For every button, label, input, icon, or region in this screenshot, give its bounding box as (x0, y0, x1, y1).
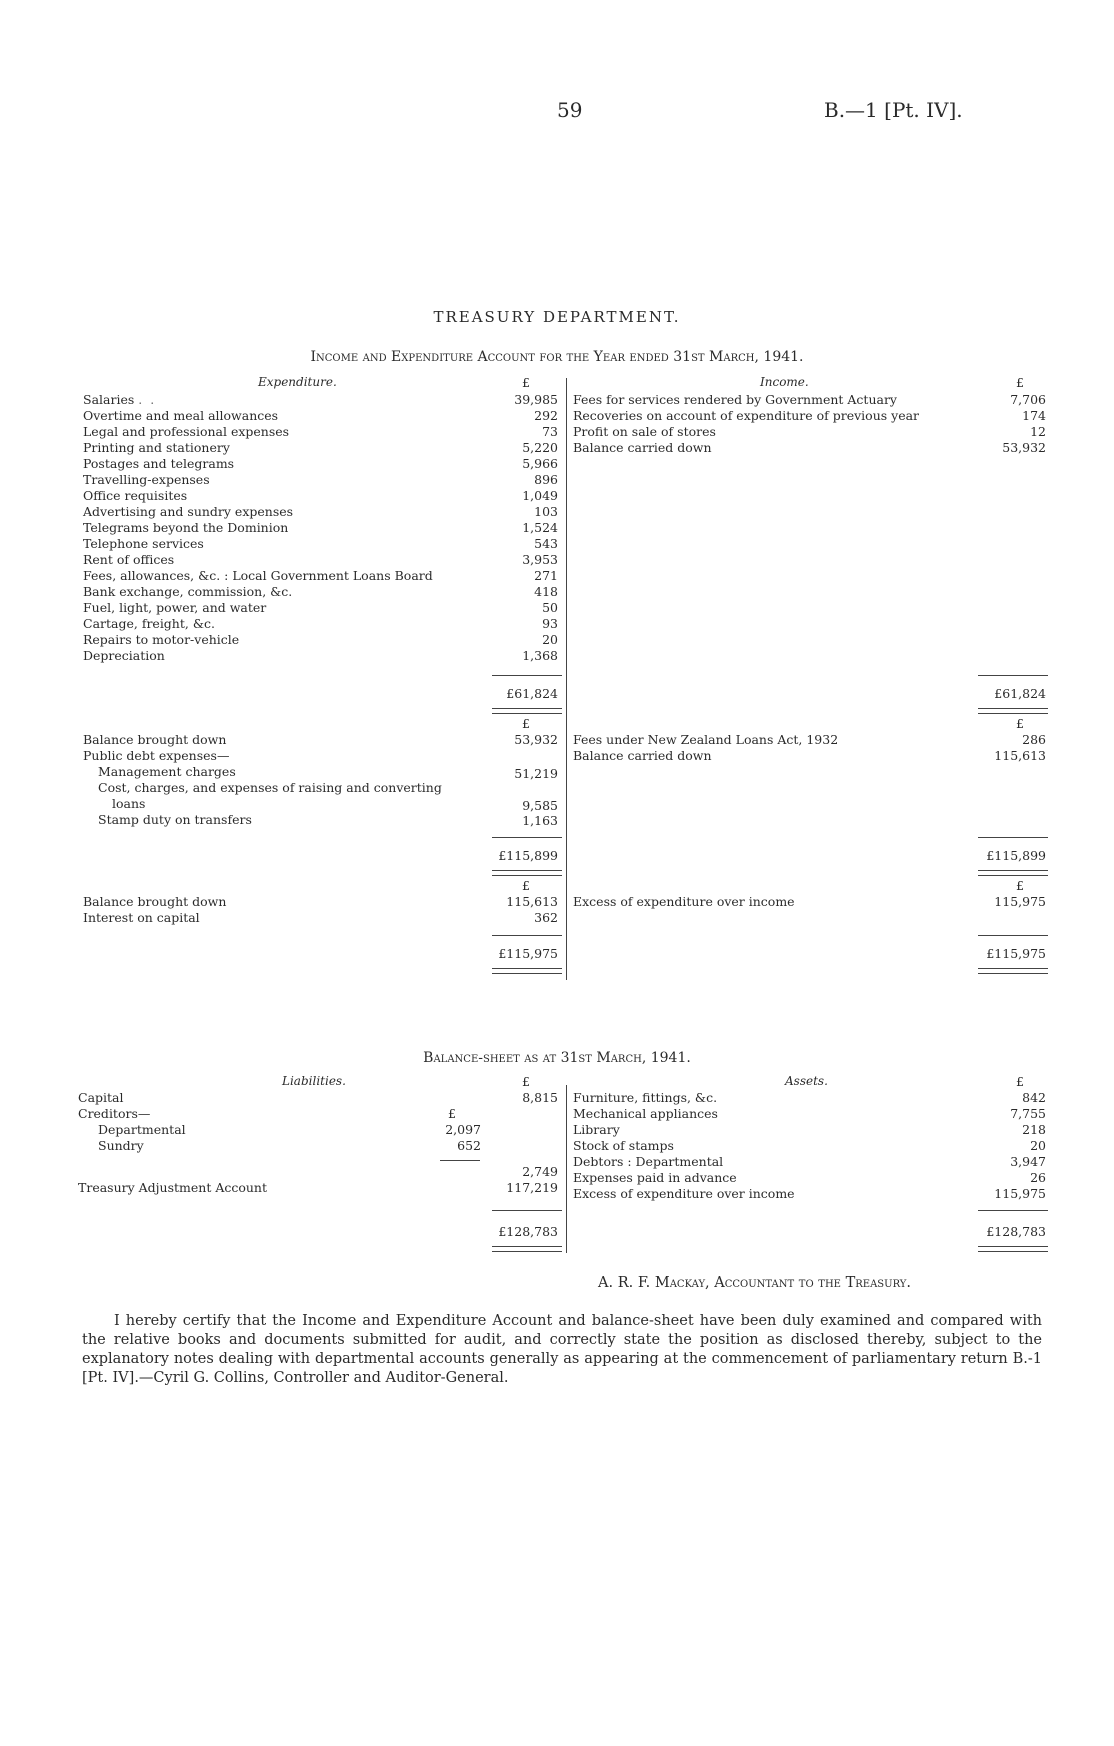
amount: 115,613 (994, 748, 1046, 763)
list-item: Rent of offices (83, 552, 175, 567)
list-item: Interest on capital (83, 910, 200, 925)
amount: 271 (534, 568, 558, 583)
rule (492, 837, 562, 838)
list-item: loans (112, 796, 146, 811)
list-item: Fees for services rendered by Government Actuary (573, 392, 897, 407)
expenditure-total: £61,824 (506, 686, 558, 701)
list-item: Creditors— (78, 1106, 151, 1121)
amount: 842 (1022, 1090, 1046, 1105)
currency-symbol: £ (1016, 716, 1024, 731)
column-divider (566, 378, 567, 980)
amount: 12 (1030, 424, 1046, 439)
amount: 93 (542, 616, 558, 631)
list-item: Excess of expenditure over income (573, 1186, 795, 1201)
list-item: Public debt expenses— (83, 748, 230, 763)
list-item: Cost, charges, and expenses of raising and converting (98, 780, 442, 795)
amount: 8,815 (522, 1090, 558, 1105)
double-rule (978, 968, 1048, 974)
amount: 218 (1022, 1122, 1046, 1137)
rule (978, 1210, 1048, 1211)
section3-right-total: £115,975 (986, 946, 1046, 961)
page-number: 59 (557, 98, 583, 122)
rule (492, 675, 562, 676)
list-item: Recoveries on account of expenditure of previous year (573, 408, 920, 423)
list-item: Stock of stamps (573, 1138, 674, 1153)
amount: 1,368 (522, 648, 558, 663)
amount: 2,097 (445, 1122, 481, 1137)
list-item: Telephone services (83, 536, 204, 551)
amount: 2,749 (522, 1164, 558, 1179)
list-item: Depreciation (83, 648, 165, 663)
amount: 73 (542, 424, 558, 439)
list-item: Postages and telegrams (83, 456, 235, 471)
list-item: Profit on sale of stores (573, 424, 716, 439)
amount: 7,706 (1010, 392, 1046, 407)
list-item: Excess of expenditure over income (573, 894, 795, 909)
amount: 53,932 (1002, 440, 1046, 455)
list-item: Balance brought down (83, 732, 227, 747)
list-item: Telegrams beyond the Dominion (83, 520, 289, 535)
liabilities-total: £128,783 (498, 1224, 558, 1239)
section3-left-total: £115,975 (498, 946, 558, 961)
currency-symbol: £ (522, 878, 530, 893)
amount: 418 (534, 584, 558, 599)
column-divider (566, 1085, 567, 1253)
amount: 20 (542, 632, 558, 647)
list-item: Management charges (98, 764, 236, 779)
amount: 50 (542, 600, 558, 615)
balance-sheet-title: Balance-sheet as at 31st March, 1941. (423, 1050, 691, 1066)
list-item: Mechanical appliances (573, 1106, 718, 1121)
list-item: Fees under New Zealand Loans Act, 1932 (573, 732, 839, 747)
double-rule (492, 1246, 562, 1252)
amount: 115,975 (994, 894, 1046, 909)
currency-symbol: £ (1016, 1074, 1024, 1089)
list-item: Travelling-expenses (83, 472, 210, 487)
amount: 3,947 (1010, 1154, 1046, 1169)
amount: 292 (534, 408, 558, 423)
amount: 53,932 (514, 732, 558, 747)
currency-symbol: £ (522, 1074, 530, 1089)
amount: 5,220 (522, 440, 558, 455)
list-item: Balance carried down (573, 440, 712, 455)
rule (978, 837, 1048, 838)
income-heading: Income. (760, 375, 809, 389)
double-rule (978, 870, 1048, 876)
amount: 39,985 (514, 392, 558, 407)
list-item: Overtime and meal allowances (83, 408, 279, 423)
list-item: Furniture, fittings, &c. (573, 1090, 718, 1105)
amount: 51,219 (514, 766, 558, 781)
rule (492, 1210, 562, 1211)
rule (978, 935, 1048, 936)
double-rule (492, 968, 562, 974)
list-item: Repairs to motor-vehicle (83, 632, 240, 647)
list-item: Debtors : Departmental (573, 1154, 724, 1169)
list-item: Balance brought down (83, 894, 227, 909)
liabilities-heading: Liabilities. (282, 1074, 346, 1088)
amount: 117,219 (506, 1180, 558, 1195)
amount: 26 (1030, 1170, 1046, 1185)
account-title: Income and Expenditure Account for the Year ended 31st March, 1941. (310, 349, 804, 365)
list-item: Bank exchange, commission, &c. (83, 584, 293, 599)
amount: 9,585 (522, 798, 558, 813)
list-item: Expenses paid in advance (573, 1170, 737, 1185)
list-item: Legal and professional expenses (83, 424, 290, 439)
amount: 286 (1022, 732, 1046, 747)
double-rule (492, 708, 562, 714)
income-total: £61,824 (994, 686, 1046, 701)
list-item: Salaries . . (83, 392, 157, 407)
assets-heading: Assets. (785, 1074, 828, 1088)
double-rule (978, 708, 1048, 714)
section2-right-total: £115,899 (986, 848, 1046, 863)
amount: 20 (1030, 1138, 1046, 1153)
amount: 103 (534, 504, 558, 519)
double-rule (492, 870, 562, 876)
list-item: Library (573, 1122, 620, 1137)
amount: 3,953 (522, 552, 558, 567)
accountant-signature: A. R. F. Mackay, Accountant to the Treasury. (598, 1275, 912, 1291)
currency-symbol: £ (1016, 375, 1024, 390)
currency-symbol: £ (448, 1106, 456, 1121)
list-item: Departmental (98, 1122, 186, 1137)
list-item: Fuel, light, power, and water (83, 600, 267, 615)
amount: 1,163 (522, 813, 558, 828)
double-rule (978, 1246, 1048, 1252)
amount: 652 (457, 1138, 481, 1153)
amount: 115,613 (506, 894, 558, 909)
list-item: Stamp duty on transfers (98, 812, 252, 827)
amount: 174 (1022, 408, 1046, 423)
currency-symbol: £ (522, 716, 530, 731)
currency-symbol: £ (522, 375, 530, 390)
amount: 115,975 (994, 1186, 1046, 1201)
rule (440, 1160, 480, 1161)
amount: 1,049 (522, 488, 558, 503)
amount: 362 (534, 910, 558, 925)
list-item: Office requisites (83, 488, 188, 503)
list-item: Advertising and sundry expenses (83, 504, 294, 519)
amount: 1,524 (522, 520, 558, 535)
list-item: Treasury Adjustment Account (78, 1180, 268, 1195)
audit-certificate: I hereby certify that the Income and Expenditure Account and balance-sheet have been duly examined and compared with the relative books and documents submitted for audit, and correctly state the position as disclosed thereby, subject to the explanatory notes dealing with departmental accounts generally as appearing at the commencement of parliamentary return B.-1 [Pt. IV].—Cyril G. Collins, Controller and Auditor-General. (82, 1313, 1042, 1386)
list-item: Fees, allowances, &c. : Local Government Loans Board (83, 568, 433, 583)
section2-left-total: £115,899 (498, 848, 558, 863)
amount: 896 (534, 472, 558, 487)
list-item: Cartage, freight, &c. (83, 616, 215, 631)
department-title: TREASURY DEPARTMENT. (433, 308, 681, 326)
amount: 7,755 (1010, 1106, 1046, 1121)
list-item: Sundry (98, 1138, 144, 1153)
document-reference: B.—1 [Pt. IV]. (824, 98, 963, 122)
amount: 5,966 (522, 456, 558, 471)
expenditure-heading: Expenditure. (258, 375, 337, 389)
rule (492, 935, 562, 936)
rule (978, 675, 1048, 676)
currency-symbol: £ (1016, 878, 1024, 893)
list-item: Printing and stationery (83, 440, 230, 455)
amount: 543 (534, 536, 558, 551)
list-item: Capital (78, 1090, 124, 1105)
assets-total: £128,783 (986, 1224, 1046, 1239)
list-item: Balance carried down (573, 748, 712, 763)
